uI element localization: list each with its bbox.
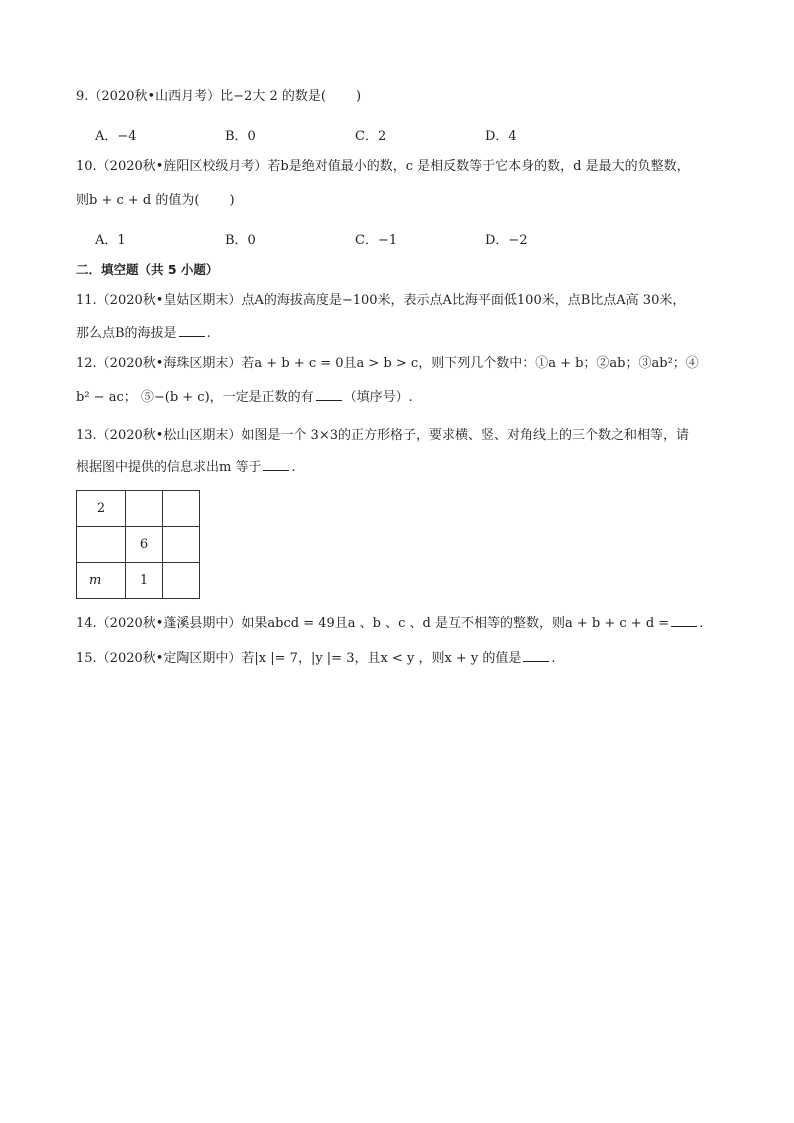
question-10-line-1: 10.（2020秋•旌阳区校级月考）若b是绝对值最小的数，c 是相反数等于它本身的数，d 是最大的负整数， xyxy=(76,159,690,174)
grid-cell: 2 xyxy=(77,491,126,527)
question-9 xyxy=(76,88,361,106)
question-14-end: . xyxy=(699,616,704,631)
question-9-option-b: B．0 xyxy=(225,129,256,144)
question-9-options xyxy=(95,125,615,144)
question-9-text: 9.（2020秋•山西月考）比−2大 2 的数是( xyxy=(76,89,326,104)
answer-blank[interactable] xyxy=(316,388,342,401)
question-9-option-c: C．2 xyxy=(355,129,387,144)
question-12-line-2 xyxy=(76,388,413,407)
question-12-end: （填序号）. xyxy=(343,390,413,405)
grid-cell xyxy=(163,563,200,599)
question-14-text: 14.（2020秋•蓬溪县期中）如果abcd = 49且a 、b 、c 、d 是互不相等的整数，则a + b + c + d = xyxy=(76,616,670,631)
question-11-line-1: 11.（2020秋•皇姑区期末）点A的海拔高度是−100米，表示点A比海平面低100米，点B比点A高 30米， xyxy=(76,293,686,308)
grid-row xyxy=(77,527,200,563)
question-13-end: . xyxy=(291,460,296,475)
question-10-option-c: C．−1 xyxy=(355,233,398,248)
grid-cell: 1 xyxy=(126,563,163,599)
question-10-options xyxy=(95,229,615,248)
question-11-text: 那么点B的海拔是 xyxy=(76,326,177,341)
question-15-text: 15.（2020秋•定陶区期中）若|x |= 7，|y |= 3，且x < y ，则x + y 的值是 xyxy=(76,651,522,666)
answer-blank[interactable] xyxy=(523,649,549,662)
question-13-text: 根据图中提供的信息求出m 等于 xyxy=(76,460,262,475)
question-13-line-1: 13.（2020秋•松山区期末）如图是一个 3×3的正方形格子，要求横、竖、对角线上的三个数之和相等，请 xyxy=(76,428,689,443)
question-10-line-2 xyxy=(76,192,235,210)
question-11-end: . xyxy=(206,326,211,341)
answer-blank[interactable] xyxy=(263,458,289,471)
question-9-option-d: D．4 xyxy=(485,129,517,144)
grid-row xyxy=(77,563,200,599)
grid-cell: m xyxy=(77,563,126,599)
question-11-line-2 xyxy=(76,324,211,343)
question-12-line-1: 12.（2020秋•海珠区期末）若a + b + c = 0且a > b > c，则下列几个数中：①a + b；②ab；③ab²；④ xyxy=(76,356,699,371)
grid-row xyxy=(77,491,200,527)
grid-cell xyxy=(163,491,200,527)
answer-blank[interactable] xyxy=(179,324,205,337)
grid-cell xyxy=(163,527,200,563)
grid-cell xyxy=(77,527,126,563)
question-9-close-paren: ) xyxy=(355,89,362,104)
question-10-close-paren: ) xyxy=(229,193,235,208)
question-15-end: . xyxy=(551,651,556,666)
answer-blank[interactable] xyxy=(671,614,697,627)
question-14 xyxy=(76,614,703,633)
section-heading-fill-in: 二．填空题（共 5 小题） xyxy=(76,262,219,277)
question-9-option-a: A．−4 xyxy=(95,129,137,144)
grid-cell xyxy=(126,491,163,527)
grid-cell: 6 xyxy=(126,527,163,563)
question-12-text: b² − ac； ⑤−(b + c)，一定是正数的有 xyxy=(76,390,314,405)
question-10-option-d: D．−2 xyxy=(485,233,528,248)
question-13-line-2 xyxy=(76,458,296,477)
magic-square-grid xyxy=(76,490,200,599)
question-10-text: 则b + c + d 的值为( xyxy=(76,193,200,208)
question-15 xyxy=(76,649,556,668)
question-10-option-b: B．0 xyxy=(225,233,256,248)
question-10-option-a: A．1 xyxy=(95,233,126,248)
